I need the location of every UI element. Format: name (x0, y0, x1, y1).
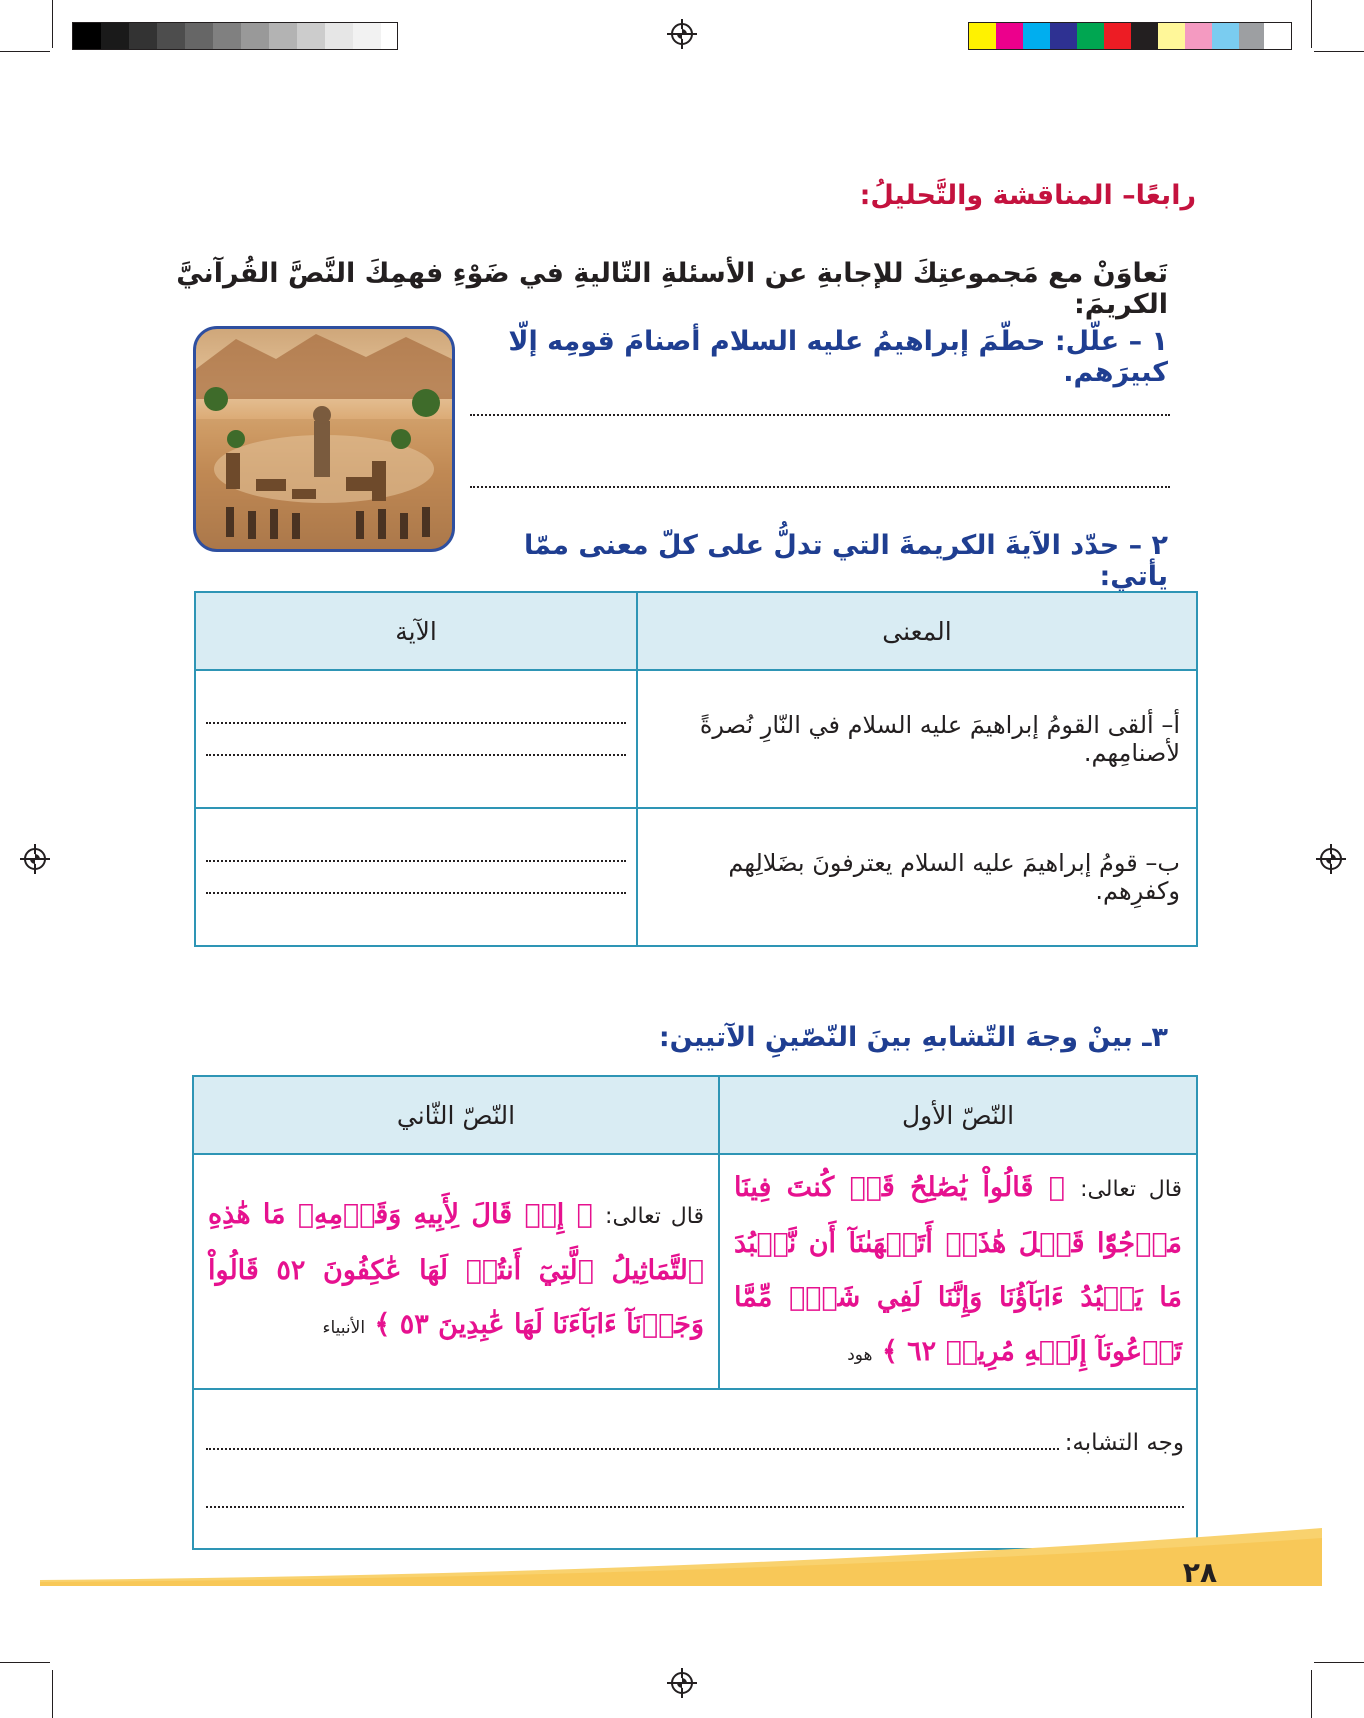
second-text-header: النّصّ الثّاني (193, 1076, 719, 1154)
verse-label: قال تعالى: (1080, 1177, 1182, 1202)
crop-mark (1311, 1670, 1312, 1718)
crop-mark (1314, 51, 1364, 52)
verse-answer-cell[interactable] (195, 808, 637, 946)
crop-mark (1314, 1662, 1364, 1663)
idols-scene-image (193, 326, 455, 552)
similarity-label: وجه التشابه: (1064, 1430, 1184, 1456)
meaning-row-a: أ– ألقى القومُ إبراهيمَ عليه السلام في النّارِ نُصرةً لأصنامِهم. (637, 670, 1197, 808)
crop-mark (0, 1662, 50, 1663)
answer-line[interactable] (470, 486, 1170, 488)
crop-mark (52, 1670, 53, 1718)
idols-scene-illustration-icon (196, 329, 452, 549)
first-text-header: النّصّ الأول (719, 1076, 1197, 1154)
first-text-cell (719, 1154, 1197, 1389)
registration-mark-icon (671, 23, 693, 45)
quran-verse-first: ﴿ قَالُواْ يَٰصَٰلِحُ قَدۡ كُنتَ فِينَا مَرۡجُوّٗا قَبۡلَ هَٰذَآۖ أَتَنۡهَىٰنَآ أَن نَّعۡبُدَ مَا يَعۡبُدُ ءَابَآؤُنَا وَإِنَّنَا لَفِي شَكّٖ مِّمَّا تَدۡعُونَآ إِلَيۡهِ مُرِيبٖ ٦٢ ﴾ (734, 1172, 1182, 1367)
color-calibration-bar (968, 22, 1292, 50)
footer-band (40, 1528, 1322, 1586)
crop-mark (52, 0, 53, 48)
crop-mark (1311, 0, 1312, 48)
meaning-column-header: المعنى (637, 592, 1197, 670)
verse-answer-cell[interactable] (195, 670, 637, 808)
verse-label: قال تعالى: (605, 1204, 704, 1229)
similarity-table (192, 1075, 1198, 1550)
answer-line[interactable] (470, 414, 1170, 416)
similarity-answer-cell[interactable] (193, 1389, 1197, 1549)
verse-column-header: الآية (195, 592, 637, 670)
question-1: ١ – علّل: حطّمَ إبراهيمُ عليه السلام أصنامَ قومِه إلّا كبيرَهم. (508, 326, 1168, 388)
question-3: ٣ـ بينْ وجهَ التّشابهِ بينَ النّصّينِ الآتيين: (658, 1022, 1168, 1053)
page-number: ٢٨ (1182, 1556, 1218, 1589)
meaning-row-b: ب– قومُ إبراهيمَ عليه السلام يعترفونَ بضَلالِهم وكفرِهم. (637, 808, 1197, 946)
registration-mark-icon (24, 848, 46, 870)
crop-mark (0, 51, 50, 52)
grayscale-calibration-bar (72, 22, 398, 50)
registration-mark-icon (671, 1672, 693, 1694)
question-2: ٢ – حدّد الآيةَ الكريمةَ التي تدلُّ على كلّ معنى ممّا يأتي: (524, 530, 1168, 592)
surah-name: الأنبياء (322, 1318, 366, 1338)
intro-instruction: تَعاوَنْ مع مَجموعتِكَ للإجابةِ عن الأسئلةِ التّاليةِ في ضَوْءِ فهمِكَ النَّصَّ القُرآنيَّ الكريمَ: (176, 258, 1168, 320)
registration-mark-icon (1320, 848, 1342, 870)
quran-verse-second: ﴿ إِذۡ قَالَ لِأَبِيهِ وَقَوۡمِهِۦ مَا هَٰذِهِ ٱلتَّمَاثِيلُ ٱلَّتِيٓ أَنتُمۡ لَهَا عَٰكِفُونَ ٥٢ قَالُواْ وَجَدۡنَآ ءَابَآءَنَا لَهَا عَٰبِدِينَ ٥٣ ﴾ (208, 1199, 704, 1340)
section-title: رابعًا– المناقشة والتَّحليلُ: (859, 180, 1196, 211)
second-text-cell (193, 1154, 719, 1389)
surah-name: هود (847, 1345, 873, 1365)
meanings-table (194, 591, 1198, 947)
